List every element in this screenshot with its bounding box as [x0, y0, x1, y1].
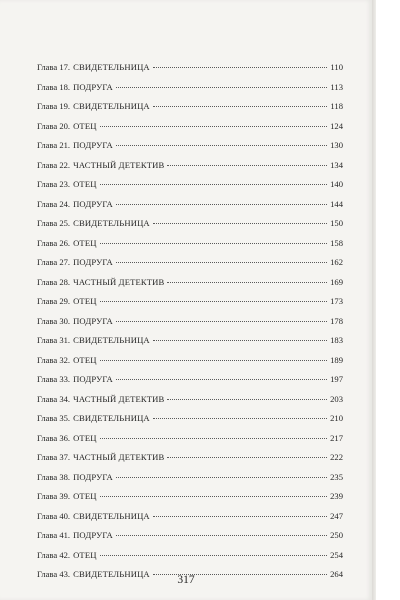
- chapter-number: Глава 38.: [37, 471, 71, 482]
- dot-leader: [116, 145, 327, 146]
- chapter-number: Глава 41.: [37, 530, 71, 540]
- dot-leader: [167, 399, 327, 400]
- chapter-title: ОТЕЦ: [73, 237, 97, 248]
- chapter-number: Глава 32.: [37, 354, 71, 365]
- chapter-title: ПОДРУГА: [73, 257, 113, 267]
- chapter-number: Глава 20.: [37, 120, 71, 131]
- toc-entry: [37, 335, 343, 355]
- toc-entry: [37, 413, 343, 433]
- chapter-title: ПОДРУГА: [73, 140, 113, 150]
- toc-entry: [37, 316, 343, 336]
- chapter-number: Глава 36.: [37, 432, 71, 443]
- chapter-page-number: 158: [330, 237, 343, 248]
- chapter-title: СВИДЕТЕЛЬНИЦА: [73, 62, 150, 72]
- table-of-contents: [37, 62, 343, 589]
- toc-entry: [37, 179, 343, 199]
- chapter-number: Глава 28.: [37, 276, 71, 287]
- chapter-page-number: 197: [330, 374, 343, 384]
- toc-entry: [37, 257, 343, 277]
- chapter-title: ОТЕЦ: [73, 120, 97, 131]
- chapter-title: СВИДЕТЕЛЬНИЦА: [73, 101, 150, 111]
- chapter-page-number: 140: [330, 179, 343, 189]
- dot-leader: [116, 379, 327, 380]
- toc-entry: [37, 62, 343, 82]
- chapter-title: СВИДЕТЕЛЬНИЦА: [73, 218, 150, 228]
- chapter-number: Глава 18.: [37, 81, 71, 92]
- chapter-title: ОТЕЦ: [73, 432, 97, 443]
- chapter-number: Глава 34.: [37, 393, 71, 404]
- chapter-number: Глава 39.: [37, 491, 71, 501]
- toc-entry: [37, 82, 343, 102]
- chapter-page-number: 124: [330, 120, 343, 131]
- toc-entry: [37, 238, 343, 258]
- toc-entry: [37, 101, 343, 121]
- chapter-title: ОТЕЦ: [73, 179, 97, 189]
- chapter-title: ОТЕЦ: [73, 549, 97, 560]
- chapter-page-number: 169: [330, 276, 343, 287]
- dot-leader: [116, 535, 327, 536]
- toc-entry: [37, 140, 343, 160]
- toc-entry: [37, 199, 343, 219]
- dot-leader: [116, 477, 327, 478]
- chapter-page-number: 113: [330, 81, 343, 92]
- chapter-page-number: 150: [330, 218, 343, 228]
- toc-entry: [37, 296, 343, 316]
- chapter-page-number: 222: [330, 452, 343, 462]
- dot-leader: [100, 555, 328, 556]
- chapter-title: ОТЕЦ: [73, 296, 97, 306]
- chapter-title: ПОДРУГА: [73, 81, 113, 92]
- chapter-page-number: 144: [330, 198, 343, 209]
- chapter-number: Глава 27.: [37, 257, 71, 267]
- chapter-title: ПОДРУГА: [73, 374, 113, 384]
- chapter-page-number: 178: [330, 315, 343, 326]
- chapter-title: ОТЕЦ: [73, 491, 97, 501]
- dot-leader: [153, 106, 328, 107]
- chapter-page-number: 110: [330, 62, 343, 72]
- dot-leader: [100, 438, 328, 439]
- chapter-page-number: 250: [330, 530, 343, 540]
- chapter-title: ПОДРУГА: [73, 198, 113, 209]
- chapter-page-number: 235: [330, 471, 343, 482]
- chapter-number: Глава 35.: [37, 413, 71, 423]
- dot-leader: [116, 204, 327, 205]
- chapter-title: ЧАСТНЫЙ ДЕТЕКТИВ: [73, 276, 165, 287]
- chapter-page-number: 173: [330, 296, 343, 306]
- dot-leader: [100, 496, 328, 497]
- dot-leader: [167, 282, 327, 283]
- dot-leader: [153, 67, 328, 68]
- dot-leader: [116, 87, 328, 88]
- chapter-number: Глава 26.: [37, 237, 71, 248]
- chapter-number: Глава 33.: [37, 374, 71, 384]
- chapter-number: Глава 19.: [37, 101, 71, 111]
- dot-leader: [153, 418, 327, 419]
- chapter-page-number: 217: [330, 432, 343, 443]
- dot-leader: [153, 516, 327, 517]
- chapter-page-number: 134: [330, 159, 343, 170]
- chapter-number: Глава 43.: [37, 569, 71, 579]
- toc-entry: [37, 374, 343, 394]
- chapter-number: Глава 31.: [37, 335, 71, 345]
- chapter-title: СВИДЕТЕЛЬНИЦА: [73, 510, 150, 521]
- chapter-page-number: 203: [330, 393, 343, 404]
- chapter-number: Глава 29.: [37, 296, 71, 306]
- chapter-page-number: 254: [330, 549, 343, 560]
- toc-entry: [37, 121, 343, 141]
- toc-entry: [37, 472, 343, 492]
- chapter-number: Глава 23.: [37, 179, 71, 189]
- chapter-number: Глава 30.: [37, 315, 71, 326]
- dot-leader: [100, 126, 328, 127]
- chapter-title: ЧАСТНЫЙ ДЕТЕКТИВ: [73, 452, 165, 462]
- toc-entry: [37, 160, 343, 180]
- dot-leader: [100, 243, 328, 244]
- chapter-title: СВИДЕТЕЛЬНИЦА: [73, 335, 150, 345]
- chapter-number: Глава 21.: [37, 140, 71, 150]
- chapter-number: Глава 40.: [37, 510, 71, 521]
- chapter-number: Глава 22.: [37, 159, 71, 170]
- toc-entry: [37, 530, 343, 550]
- chapter-page-number: 210: [330, 413, 343, 423]
- dot-leader: [100, 360, 328, 361]
- chapter-title: ЧАСТНЫЙ ДЕТЕКТИВ: [73, 159, 165, 170]
- dot-leader: [153, 340, 327, 341]
- dot-leader: [116, 262, 327, 263]
- toc-entry: [37, 355, 343, 375]
- toc-entry: [37, 277, 343, 297]
- chapter-page-number: 183: [330, 335, 343, 345]
- toc-entry: [37, 452, 343, 472]
- page-number: 317: [177, 574, 195, 586]
- page-edge: [372, 0, 376, 600]
- toc-entry: [37, 218, 343, 238]
- chapter-title: ПОДРУГА: [73, 471, 113, 482]
- chapter-page-number: 264: [330, 569, 343, 579]
- chapter-page-number: 130: [330, 140, 343, 150]
- chapter-number: Глава 25.: [37, 218, 71, 228]
- dot-leader: [167, 165, 327, 166]
- chapter-page-number: 118: [330, 101, 343, 111]
- dot-leader: [167, 457, 327, 458]
- dot-leader: [100, 184, 328, 185]
- chapter-page-number: 247: [330, 510, 343, 521]
- chapter-title: ЧАСТНЫЙ ДЕТЕКТИВ: [73, 393, 165, 404]
- chapter-title: ПОДРУГА: [73, 315, 113, 326]
- chapter-title: ПОДРУГА: [73, 530, 113, 540]
- chapter-number: Глава 17.: [37, 62, 71, 72]
- toc-entry: [37, 433, 343, 453]
- chapter-number: Глава 37.: [37, 452, 71, 462]
- chapter-page-number: 189: [330, 354, 343, 365]
- toc-entry: [37, 511, 343, 531]
- chapter-number: Глава 24.: [37, 198, 71, 209]
- toc-entry: [37, 491, 343, 511]
- toc-entry: [37, 550, 343, 570]
- dot-leader: [100, 301, 328, 302]
- toc-entry: [37, 394, 343, 414]
- dot-leader: [116, 321, 327, 322]
- chapter-title: ОТЕЦ: [73, 354, 97, 365]
- chapter-title: СВИДЕТЕЛЬНИЦА: [73, 413, 150, 423]
- chapter-page-number: 162: [330, 257, 343, 267]
- chapter-number: Глава 42.: [37, 549, 71, 560]
- dot-leader: [153, 223, 327, 224]
- chapter-page-number: 239: [330, 491, 343, 501]
- chapter-title: СВИДЕТЕЛЬНИЦА: [73, 569, 150, 579]
